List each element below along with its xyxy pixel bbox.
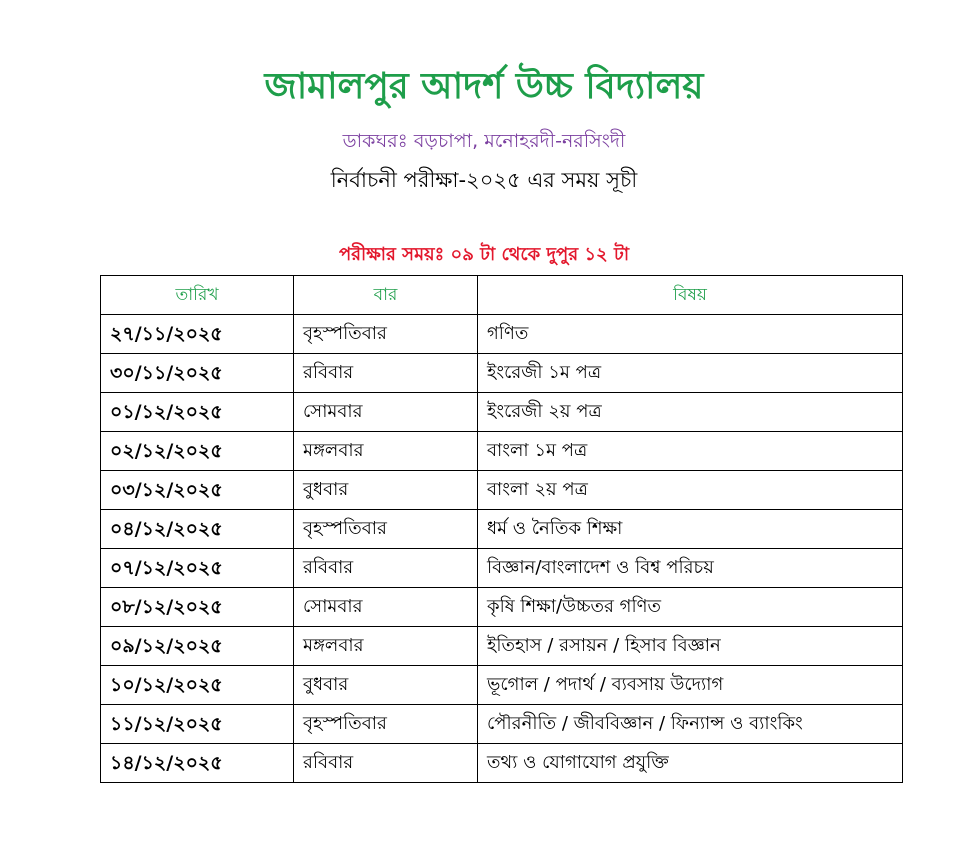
date-cell: ০১/১২/২০২৫: [101, 393, 294, 432]
subject-cell: বাংলা ২য় পত্র: [478, 471, 903, 510]
table-row: [101, 315, 903, 354]
day-cell: মঙ্গলবার: [294, 432, 478, 471]
subject-cell: গণিত: [478, 315, 903, 354]
table-row: [101, 432, 903, 471]
header-subject: বিষয়: [478, 276, 903, 315]
table-row: [101, 666, 903, 705]
day-cell: রবিবার: [294, 744, 478, 783]
subject-cell: ইংরেজী ২য় পত্র: [478, 393, 903, 432]
subject-cell: বাংলা ১ম পত্র: [478, 432, 903, 471]
table-row: [101, 471, 903, 510]
day-cell: বুধবার: [294, 666, 478, 705]
subject-cell: ভূগোল / পদার্থ / ব্যবসায় উদ্যোগ: [478, 666, 903, 705]
table-row: [101, 627, 903, 666]
exam-time-notice: পরীক্ষার সময়ঃ ০৯ টা থেকে দুপুর ১২ টা: [338, 244, 630, 265]
date-cell: ০৮/১২/২০২৫: [101, 588, 294, 627]
table-header-row: [101, 276, 903, 315]
day-cell: বৃহস্পতিবার: [294, 315, 478, 354]
day-cell: সোমবার: [294, 588, 478, 627]
date-cell: ০৩/১২/২০২৫: [101, 471, 294, 510]
date-cell: ১১/১২/২০২৫: [101, 705, 294, 744]
subject-cell: ইতিহাস / রসায়ন / হিসাব বিজ্ঞান: [478, 627, 903, 666]
table-row: [101, 354, 903, 393]
date-cell: ০২/১২/২০২৫: [101, 432, 294, 471]
header-day: বার: [294, 276, 478, 315]
date-cell: ৩০/১১/২০২৫: [101, 354, 294, 393]
header-date: তারিখ: [101, 276, 294, 315]
subject-cell: ধর্ম ও নৈতিক শিক্ষা: [478, 510, 903, 549]
subject-cell: পৌরনীতি / জীববিজ্ঞান / ফিন্যান্স ও ব্যাংকিং: [478, 705, 903, 744]
date-cell: ০৯/১২/২০২৫: [101, 627, 294, 666]
subject-cell: বিজ্ঞান/বাংলাদেশ ও বিশ্ব পরিচয়: [478, 549, 903, 588]
date-cell: ০৪/১২/২০২৫: [101, 510, 294, 549]
table-row: [101, 510, 903, 549]
subject-cell: কৃষি শিক্ষা/উচ্চতর গণিত: [478, 588, 903, 627]
subject-cell: তথ্য ও যোগাযোগ প্রযুক্তি: [478, 744, 903, 783]
date-cell: ২৭/১১/২০২৫: [101, 315, 294, 354]
date-cell: ০৭/১২/২০২৫: [101, 549, 294, 588]
subject-cell: ইংরেজী ১ম পত্র: [478, 354, 903, 393]
table-row: [101, 705, 903, 744]
date-cell: ১৪/১২/২০২৫: [101, 744, 294, 783]
day-cell: বুধবার: [294, 471, 478, 510]
table-row: [101, 744, 903, 783]
table-row: [101, 588, 903, 627]
table-row: [101, 393, 903, 432]
date-cell: ১০/১২/২০২৫: [101, 666, 294, 705]
day-cell: সোমবার: [294, 393, 478, 432]
school-name-title: জামালপুর আদর্শ উচ্চ বিদ্যালয়: [264, 66, 704, 107]
day-cell: রবিবার: [294, 549, 478, 588]
table-row: [101, 549, 903, 588]
day-cell: রবিবার: [294, 354, 478, 393]
day-cell: বৃহস্পতিবার: [294, 510, 478, 549]
day-cell: বৃহস্পতিবার: [294, 705, 478, 744]
schedule-table: [100, 275, 903, 783]
day-cell: মঙ্গলবার: [294, 627, 478, 666]
exam-schedule-title: নির্বাচনী পরীক্ষা-২০২৫ এর সময় সূচী: [330, 168, 638, 192]
school-address: ডাকঘরঃ বড়চাপা, মনোহরদী-নরসিংদী: [342, 130, 626, 152]
